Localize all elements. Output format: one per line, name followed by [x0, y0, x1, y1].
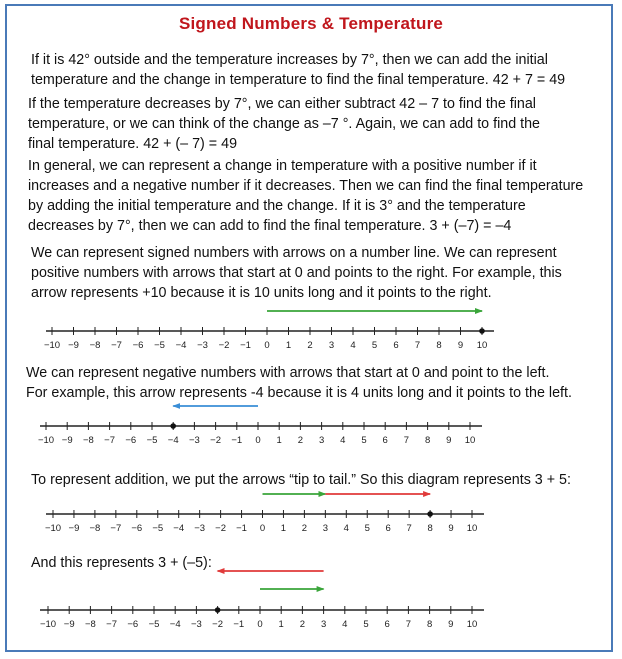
tick-label: −10	[39, 619, 57, 630]
tick-label: −5	[154, 340, 165, 351]
tick-label: 4	[340, 435, 346, 446]
tick-label: 0	[257, 619, 263, 630]
tick-label: 8	[427, 523, 433, 534]
tick-label: 4	[343, 523, 349, 534]
tick-label: 1	[280, 523, 287, 534]
tick-label: −8	[84, 619, 96, 630]
tick-label: −8	[82, 435, 94, 446]
tick-label: −5	[148, 619, 160, 630]
tick-label: −7	[106, 619, 118, 630]
tick-label: 9	[457, 340, 464, 351]
tick-label: −6	[132, 340, 144, 351]
tick-label: 5	[371, 340, 378, 351]
tick-label: 4	[342, 619, 348, 630]
tick-label: −1	[231, 435, 243, 446]
tick-label: 6	[384, 619, 390, 630]
tick-label: 0	[264, 340, 270, 351]
tick-label: 1	[276, 435, 282, 446]
tick-label: −2	[210, 435, 222, 446]
tick-label: −5	[146, 435, 158, 446]
text-line: We can represent signed numbers with arrows on a number line. We can represent	[31, 245, 557, 261]
tick-label: 7	[405, 619, 412, 630]
tick-label: 10	[476, 340, 488, 351]
tick-label: 7	[403, 435, 410, 446]
tick-label: 0	[255, 435, 261, 446]
tick-label: −1	[233, 619, 245, 630]
text-line: by adding the initial temperature and the change. If it is 3° and the temperature	[28, 198, 526, 214]
tick-label: 8	[436, 340, 442, 351]
tick-label: 0	[259, 523, 266, 534]
tick-label: −3	[194, 523, 206, 534]
text-line: And this represents 3 + (–5):	[31, 555, 212, 571]
tick-label: −10	[44, 523, 62, 534]
tick-label: 5	[363, 619, 369, 630]
tick-label: −9	[68, 523, 80, 534]
text-line: If it is 42° outside and the temperature increases by 7°, then we can add the initial	[31, 52, 548, 68]
tick-label: −1	[240, 340, 251, 351]
tick-label: −9	[63, 619, 75, 630]
page-title: Signed Numbers & Temperature	[178, 14, 444, 33]
tick-label: 2	[299, 619, 306, 630]
number-line-dot	[427, 511, 433, 517]
number-line-dot	[215, 607, 221, 613]
tick-label: −7	[111, 340, 122, 351]
tick-label: 6	[385, 523, 391, 534]
tick-label: 10	[464, 435, 476, 446]
tick-label: 3	[328, 340, 335, 351]
text-line: final temperature. 42 + (– 7) = 49	[28, 136, 238, 152]
tick-label: −5	[152, 523, 164, 534]
text-line: temperature, or we can think of the change as –7 °. Again, we can add to find the	[28, 116, 540, 132]
tick-label: −10	[37, 435, 55, 446]
tick-label: 10	[466, 619, 478, 630]
tick-label: 3	[318, 435, 325, 446]
tick-label: 5	[364, 523, 370, 534]
tick-label: −4	[169, 619, 181, 630]
tick-label: 4	[350, 340, 356, 351]
tick-label: 9	[446, 435, 452, 446]
tick-label: −6	[127, 619, 139, 630]
tick-label: 8	[424, 435, 431, 446]
tick-label: 1	[278, 619, 284, 630]
tick-label: −9	[61, 435, 73, 446]
tick-label: 1	[285, 340, 292, 351]
text-line: For example, this arrow represents -4 because it is 4 units long and it points to the left.	[26, 385, 572, 401]
tick-label: −8	[89, 340, 101, 351]
number-line-dot	[170, 423, 176, 429]
text-line: arrow represents +10 because it is 10 units long and it points to the right.	[31, 285, 492, 301]
tick-label: 2	[297, 435, 304, 446]
tick-label: −6	[125, 435, 137, 446]
tick-label: 3	[320, 619, 327, 630]
number-line-dot	[479, 328, 485, 334]
tick-label: −2	[212, 619, 224, 630]
tick-label: 6	[382, 435, 388, 446]
text-line: increases and a negative number if it decreases. Then we can find the final temperature	[28, 178, 584, 194]
tick-label: 8	[426, 619, 433, 630]
tick-label: −1	[236, 523, 247, 534]
tick-label: 7	[406, 523, 412, 534]
tick-label: 9	[448, 619, 454, 630]
text-line: To represent addition, we put the arrows “tip to tail.” So this diagram represents 3 + 5:	[31, 472, 571, 488]
tick-label: −3	[190, 619, 202, 630]
tick-label: 10	[466, 523, 478, 534]
text-line: temperature and the change in temperature to find the final temperature. 42 + 7 = 49	[31, 72, 566, 88]
tick-label: −10	[43, 340, 61, 351]
tick-label: −2	[218, 340, 230, 351]
tick-label: −6	[131, 523, 143, 534]
tick-label: −7	[104, 435, 116, 446]
tick-label: 9	[448, 523, 454, 534]
tick-label: 2	[307, 340, 313, 351]
tick-label: 7	[414, 340, 421, 351]
text-line: decreases by 7°, then we can add to find the final temperature. 3 + (–7) = –4	[28, 218, 512, 234]
tick-label: 5	[361, 435, 367, 446]
text-line: In general, we can represent a change in temperature with a positive number if it	[28, 158, 537, 174]
tick-label: 6	[393, 340, 399, 351]
tick-label: −4	[167, 435, 179, 446]
tick-label: −7	[110, 523, 122, 534]
tick-label: −8	[89, 523, 101, 534]
tick-label: −3	[197, 340, 208, 351]
tick-label: 3	[322, 523, 328, 534]
tick-label: −2	[215, 523, 227, 534]
text-line: positive numbers with arrows that start at 0 and points to the right. For example, this	[31, 265, 562, 281]
tick-label: 2	[301, 523, 308, 534]
tick-label: −4	[173, 523, 185, 534]
text-line: We can represent negative numbers with arrows that start at 0 and point to the left.	[26, 365, 550, 381]
tick-label: −3	[188, 435, 200, 446]
text-line: If the temperature decreases by 7°, we can either subtract 42 – 7 to find the final	[28, 96, 536, 112]
tick-label: −9	[68, 340, 79, 351]
tick-label: −4	[175, 340, 187, 351]
